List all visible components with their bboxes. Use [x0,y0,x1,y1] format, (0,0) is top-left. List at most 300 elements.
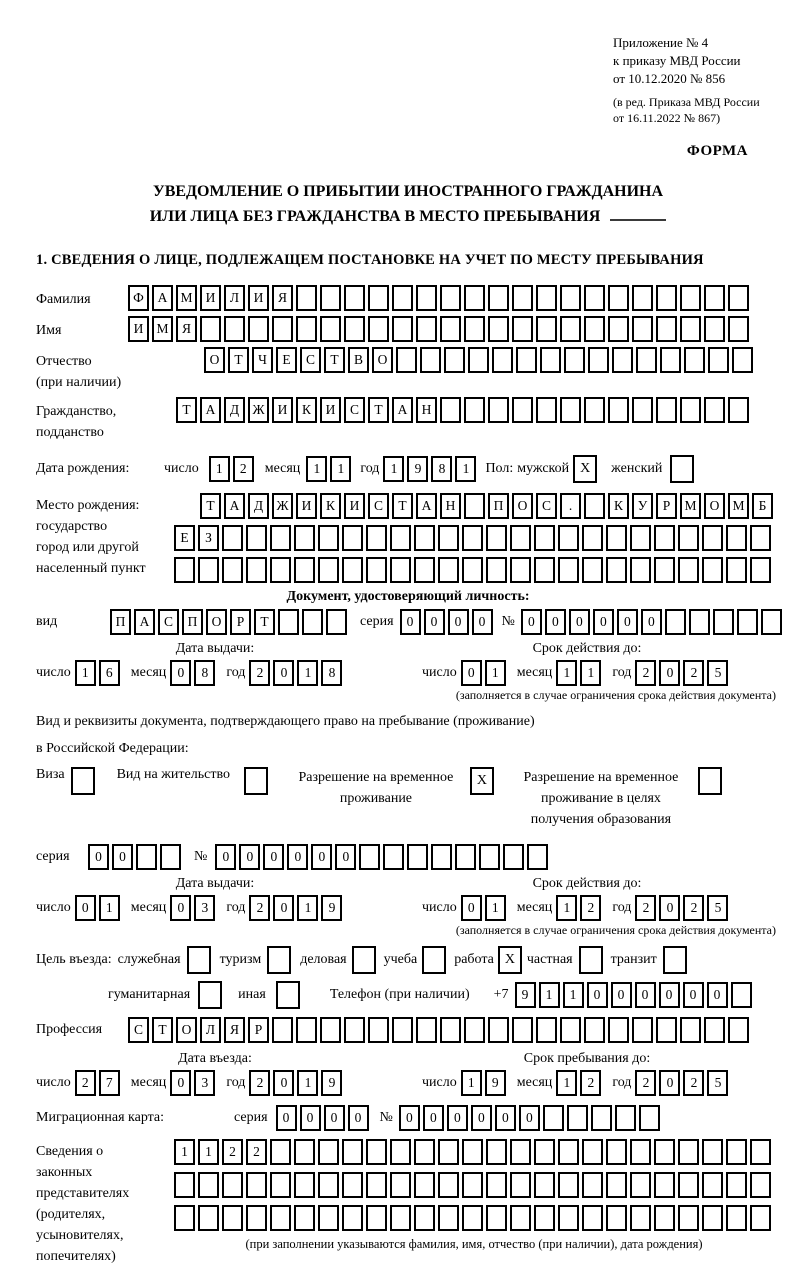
char-cell[interactable]: 0 [170,1070,191,1096]
char-cell[interactable] [582,1139,603,1165]
char-cell[interactable]: 0 [273,895,294,921]
char-cell[interactable] [294,525,315,551]
char-cell[interactable] [656,316,677,342]
char-cell[interactable] [632,316,653,342]
char-cell[interactable] [318,525,339,551]
char-cell[interactable] [612,347,633,373]
char-cell[interactable]: М [152,316,173,342]
char-cell[interactable] [342,1205,363,1231]
char-cell[interactable] [704,1017,725,1043]
purpose-private-checkbox[interactable] [579,946,603,974]
char-cell[interactable] [654,1172,675,1198]
char-cell[interactable] [510,1139,531,1165]
char-cell[interactable] [608,1017,629,1043]
male-checkbox[interactable]: X [573,455,597,483]
char-cell[interactable] [713,609,734,635]
char-cell[interactable]: С [344,397,365,423]
char-cell[interactable] [728,397,749,423]
char-cell[interactable]: А [392,397,413,423]
char-cell[interactable] [344,1017,365,1043]
char-cell[interactable]: А [416,493,437,519]
char-cell[interactable]: 0 [659,982,680,1008]
char-cell[interactable]: Е [276,347,297,373]
char-cell[interactable] [392,1017,413,1043]
char-cell[interactable]: Т [200,493,221,519]
char-cell[interactable] [510,1172,531,1198]
char-cell[interactable] [488,397,509,423]
char-cell[interactable] [702,1139,723,1165]
char-cell[interactable]: О [372,347,393,373]
char-cell[interactable] [222,557,243,583]
char-cell[interactable] [383,844,404,870]
char-cell[interactable]: Н [440,493,461,519]
char-cell[interactable] [536,1017,557,1043]
char-cell[interactable] [750,525,771,551]
char-cell[interactable]: 0 [263,844,284,870]
char-cell[interactable] [510,557,531,583]
char-cell[interactable] [464,397,485,423]
char-cell[interactable] [366,557,387,583]
purpose-work-checkbox[interactable]: X [498,946,522,974]
temp-residence-education-checkbox[interactable] [698,767,722,795]
purpose-transit-checkbox[interactable] [663,946,687,974]
purpose-humanitarian-checkbox[interactable] [198,981,222,1009]
char-cell[interactable] [615,1105,636,1131]
char-cell[interactable] [438,557,459,583]
char-cell[interactable]: В [348,347,369,373]
char-cell[interactable]: 3 [194,895,215,921]
char-cell[interactable]: 0 [239,844,260,870]
char-cell[interactable]: 1 [297,660,318,686]
char-cell[interactable] [560,1017,581,1043]
char-cell[interactable]: 0 [324,1105,345,1131]
char-cell[interactable]: 5 [707,660,728,686]
char-cell[interactable]: Л [224,285,245,311]
temp-residence-checkbox[interactable]: X [470,767,494,795]
char-cell[interactable]: 1 [556,660,577,686]
char-cell[interactable] [368,316,389,342]
char-cell[interactable] [678,1205,699,1231]
char-cell[interactable]: О [704,493,725,519]
char-cell[interactable] [656,397,677,423]
char-cell[interactable] [630,525,651,551]
char-cell[interactable] [342,557,363,583]
char-cell[interactable] [270,1139,291,1165]
char-cell[interactable] [390,1172,411,1198]
purpose-tourism-checkbox[interactable] [267,946,291,974]
char-cell[interactable] [416,1017,437,1043]
char-cell[interactable] [632,397,653,423]
char-cell[interactable] [731,982,752,1008]
char-cell[interactable] [368,285,389,311]
char-cell[interactable] [222,1172,243,1198]
char-cell[interactable] [488,1017,509,1043]
char-cell[interactable]: 1 [485,660,506,686]
char-cell[interactable] [462,525,483,551]
char-cell[interactable] [270,525,291,551]
char-cell[interactable] [606,1172,627,1198]
char-cell[interactable] [728,1017,749,1043]
char-cell[interactable]: К [296,397,317,423]
char-cell[interactable] [488,316,509,342]
char-cell[interactable]: И [128,316,149,342]
char-cell[interactable] [534,1172,555,1198]
char-cell[interactable]: О [176,1017,197,1043]
char-cell[interactable] [486,525,507,551]
char-cell[interactable] [222,1205,243,1231]
char-cell[interactable]: Р [230,609,251,635]
char-cell[interactable]: Ж [248,397,269,423]
char-cell[interactable]: 0 [659,895,680,921]
char-cell[interactable] [414,1205,435,1231]
char-cell[interactable] [420,347,441,373]
char-cell[interactable]: К [320,493,341,519]
char-cell[interactable]: 2 [635,660,656,686]
char-cell[interactable] [702,1205,723,1231]
char-cell[interactable] [396,347,417,373]
char-cell[interactable]: 0 [273,1070,294,1096]
char-cell[interactable] [272,316,293,342]
char-cell[interactable] [278,609,299,635]
char-cell[interactable] [390,1139,411,1165]
char-cell[interactable]: П [110,609,131,635]
char-cell[interactable] [200,316,221,342]
char-cell[interactable]: 9 [515,982,536,1008]
char-cell[interactable] [246,1172,267,1198]
char-cell[interactable] [630,557,651,583]
char-cell[interactable]: 1 [198,1139,219,1165]
char-cell[interactable] [246,525,267,551]
char-cell[interactable]: А [134,609,155,635]
char-cell[interactable] [750,1172,771,1198]
char-cell[interactable]: 5 [707,1070,728,1096]
char-cell[interactable] [588,347,609,373]
char-cell[interactable]: 0 [170,895,191,921]
char-cell[interactable]: Е [174,525,195,551]
char-cell[interactable]: 9 [321,895,342,921]
char-cell[interactable]: 0 [659,1070,680,1096]
char-cell[interactable] [606,1205,627,1231]
char-cell[interactable]: О [204,347,225,373]
char-cell[interactable] [630,1205,651,1231]
visa-checkbox[interactable] [71,767,95,795]
purpose-business-checkbox[interactable] [352,946,376,974]
char-cell[interactable] [680,397,701,423]
char-cell[interactable] [512,397,533,423]
char-cell[interactable]: 1 [461,1070,482,1096]
char-cell[interactable] [591,1105,612,1131]
char-cell[interactable] [540,347,561,373]
char-cell[interactable] [512,316,533,342]
char-cell[interactable]: 0 [519,1105,540,1131]
char-cell[interactable] [294,1172,315,1198]
char-cell[interactable]: А [224,493,245,519]
char-cell[interactable] [318,1139,339,1165]
char-cell[interactable] [558,557,579,583]
char-cell[interactable] [174,1205,195,1231]
char-cell[interactable] [462,557,483,583]
char-cell[interactable] [639,1105,660,1131]
char-cell[interactable] [407,844,428,870]
char-cell[interactable]: 0 [587,982,608,1008]
char-cell[interactable] [431,844,452,870]
char-cell[interactable] [534,525,555,551]
char-cell[interactable]: 0 [399,1105,420,1131]
char-cell[interactable] [464,493,485,519]
purpose-study-checkbox[interactable] [422,946,446,974]
char-cell[interactable] [704,397,725,423]
char-cell[interactable]: 1 [297,1070,318,1096]
char-cell[interactable] [318,557,339,583]
char-cell[interactable] [558,525,579,551]
char-cell[interactable] [160,844,181,870]
char-cell[interactable]: А [152,285,173,311]
char-cell[interactable] [198,1172,219,1198]
char-cell[interactable] [438,1139,459,1165]
char-cell[interactable]: 2 [75,1070,96,1096]
char-cell[interactable] [608,285,629,311]
char-cell[interactable] [726,557,747,583]
char-cell[interactable] [416,285,437,311]
char-cell[interactable]: И [272,397,293,423]
char-cell[interactable]: Т [324,347,345,373]
char-cell[interactable] [392,285,413,311]
char-cell[interactable]: 0 [400,609,421,635]
char-cell[interactable] [455,844,476,870]
char-cell[interactable]: 0 [611,982,632,1008]
char-cell[interactable] [534,1139,555,1165]
char-cell[interactable] [582,525,603,551]
char-cell[interactable] [438,1205,459,1231]
char-cell[interactable] [222,525,243,551]
char-cell[interactable]: 1 [99,895,120,921]
char-cell[interactable] [708,347,729,373]
char-cell[interactable] [536,397,557,423]
char-cell[interactable] [665,609,686,635]
char-cell[interactable] [732,347,753,373]
char-cell[interactable] [390,557,411,583]
char-cell[interactable] [654,525,675,551]
char-cell[interactable]: 0 [569,609,590,635]
char-cell[interactable] [318,1205,339,1231]
char-cell[interactable]: М [176,285,197,311]
char-cell[interactable] [656,1017,677,1043]
char-cell[interactable] [326,609,347,635]
char-cell[interactable] [630,1139,651,1165]
char-cell[interactable]: 0 [215,844,236,870]
char-cell[interactable] [248,316,269,342]
char-cell[interactable] [606,1139,627,1165]
char-cell[interactable]: 0 [659,660,680,686]
char-cell[interactable] [660,347,681,373]
char-cell[interactable]: С [158,609,179,635]
char-cell[interactable] [464,316,485,342]
char-cell[interactable] [654,1139,675,1165]
char-cell[interactable]: 1 [580,660,601,686]
char-cell[interactable] [656,285,677,311]
char-cell[interactable]: М [680,493,701,519]
char-cell[interactable]: Ф [128,285,149,311]
char-cell[interactable] [440,316,461,342]
char-cell[interactable] [678,1139,699,1165]
char-cell[interactable]: 2 [635,1070,656,1096]
char-cell[interactable] [464,285,485,311]
char-cell[interactable] [416,316,437,342]
char-cell[interactable] [543,1105,564,1131]
char-cell[interactable] [462,1172,483,1198]
char-cell[interactable]: 7 [99,1070,120,1096]
char-cell[interactable]: 1 [306,456,327,482]
char-cell[interactable] [606,525,627,551]
purpose-official-checkbox[interactable] [187,946,211,974]
female-checkbox[interactable] [670,455,694,483]
char-cell[interactable] [564,347,585,373]
char-cell[interactable] [366,1172,387,1198]
char-cell[interactable]: 2 [246,1139,267,1165]
char-cell[interactable] [536,316,557,342]
char-cell[interactable]: И [320,397,341,423]
char-cell[interactable] [390,1205,411,1231]
char-cell[interactable] [636,347,657,373]
char-cell[interactable] [654,1205,675,1231]
char-cell[interactable] [294,557,315,583]
char-cell[interactable] [560,285,581,311]
char-cell[interactable]: С [128,1017,149,1043]
char-cell[interactable] [296,1017,317,1043]
char-cell[interactable] [440,397,461,423]
char-cell[interactable] [368,1017,389,1043]
char-cell[interactable] [174,557,195,583]
char-cell[interactable]: . [560,493,581,519]
char-cell[interactable] [438,525,459,551]
char-cell[interactable]: И [296,493,317,519]
char-cell[interactable]: 2 [683,1070,704,1096]
char-cell[interactable]: 2 [249,895,270,921]
char-cell[interactable] [560,316,581,342]
char-cell[interactable] [726,525,747,551]
char-cell[interactable] [558,1172,579,1198]
char-cell[interactable] [302,609,323,635]
char-cell[interactable] [296,285,317,311]
char-cell[interactable]: 8 [194,660,215,686]
char-cell[interactable] [702,557,723,583]
char-cell[interactable] [488,285,509,311]
char-cell[interactable] [320,1017,341,1043]
char-cell[interactable] [492,347,513,373]
char-cell[interactable]: 2 [233,456,254,482]
char-cell[interactable] [270,1172,291,1198]
char-cell[interactable] [584,316,605,342]
char-cell[interactable]: 0 [448,609,469,635]
char-cell[interactable]: 1 [539,982,560,1008]
char-cell[interactable] [728,285,749,311]
char-cell[interactable]: 0 [423,1105,444,1131]
char-cell[interactable] [136,844,157,870]
char-cell[interactable]: Р [248,1017,269,1043]
char-cell[interactable]: Т [368,397,389,423]
char-cell[interactable] [680,316,701,342]
char-cell[interactable]: 0 [495,1105,516,1131]
char-cell[interactable] [414,1172,435,1198]
char-cell[interactable] [486,1139,507,1165]
char-cell[interactable] [390,525,411,551]
char-cell[interactable] [486,1205,507,1231]
char-cell[interactable] [558,1205,579,1231]
char-cell[interactable]: 2 [635,895,656,921]
char-cell[interactable] [534,1205,555,1231]
char-cell[interactable]: 1 [563,982,584,1008]
char-cell[interactable] [534,557,555,583]
char-cell[interactable] [512,1017,533,1043]
char-cell[interactable] [198,1205,219,1231]
char-cell[interactable] [438,1172,459,1198]
char-cell[interactable]: 0 [300,1105,321,1131]
char-cell[interactable] [516,347,537,373]
char-cell[interactable] [320,316,341,342]
char-cell[interactable] [366,525,387,551]
char-cell[interactable] [224,316,245,342]
char-cell[interactable]: К [608,493,629,519]
char-cell[interactable] [479,844,500,870]
char-cell[interactable]: 9 [407,456,428,482]
char-cell[interactable]: Л [200,1017,221,1043]
char-cell[interactable]: Т [228,347,249,373]
char-cell[interactable]: Т [152,1017,173,1043]
char-cell[interactable] [704,316,725,342]
char-cell[interactable] [414,557,435,583]
char-cell[interactable] [582,1172,603,1198]
char-cell[interactable] [654,557,675,583]
char-cell[interactable]: 0 [521,609,542,635]
char-cell[interactable] [503,844,524,870]
char-cell[interactable] [512,285,533,311]
char-cell[interactable] [684,347,705,373]
char-cell[interactable] [294,1139,315,1165]
char-cell[interactable]: Я [224,1017,245,1043]
char-cell[interactable] [704,285,725,311]
char-cell[interactable]: 2 [249,660,270,686]
char-cell[interactable]: О [512,493,533,519]
char-cell[interactable] [318,1172,339,1198]
char-cell[interactable]: 1 [383,456,404,482]
char-cell[interactable] [750,1139,771,1165]
char-cell[interactable]: 2 [683,660,704,686]
char-cell[interactable] [486,557,507,583]
char-cell[interactable]: О [206,609,227,635]
char-cell[interactable] [726,1205,747,1231]
char-cell[interactable]: 1 [485,895,506,921]
char-cell[interactable]: 0 [447,1105,468,1131]
char-cell[interactable] [558,1139,579,1165]
char-cell[interactable]: 0 [75,895,96,921]
char-cell[interactable] [678,557,699,583]
char-cell[interactable]: 0 [461,660,482,686]
char-cell[interactable]: 9 [485,1070,506,1096]
char-cell[interactable] [606,557,627,583]
char-cell[interactable] [440,285,461,311]
char-cell[interactable]: 1 [174,1139,195,1165]
char-cell[interactable] [737,609,758,635]
char-cell[interactable]: 0 [348,1105,369,1131]
char-cell[interactable] [510,525,531,551]
char-cell[interactable]: 1 [297,895,318,921]
char-cell[interactable] [246,1205,267,1231]
char-cell[interactable]: Н [416,397,437,423]
char-cell[interactable]: 0 [170,660,191,686]
char-cell[interactable] [632,1017,653,1043]
char-cell[interactable] [584,493,605,519]
char-cell[interactable]: 0 [472,609,493,635]
